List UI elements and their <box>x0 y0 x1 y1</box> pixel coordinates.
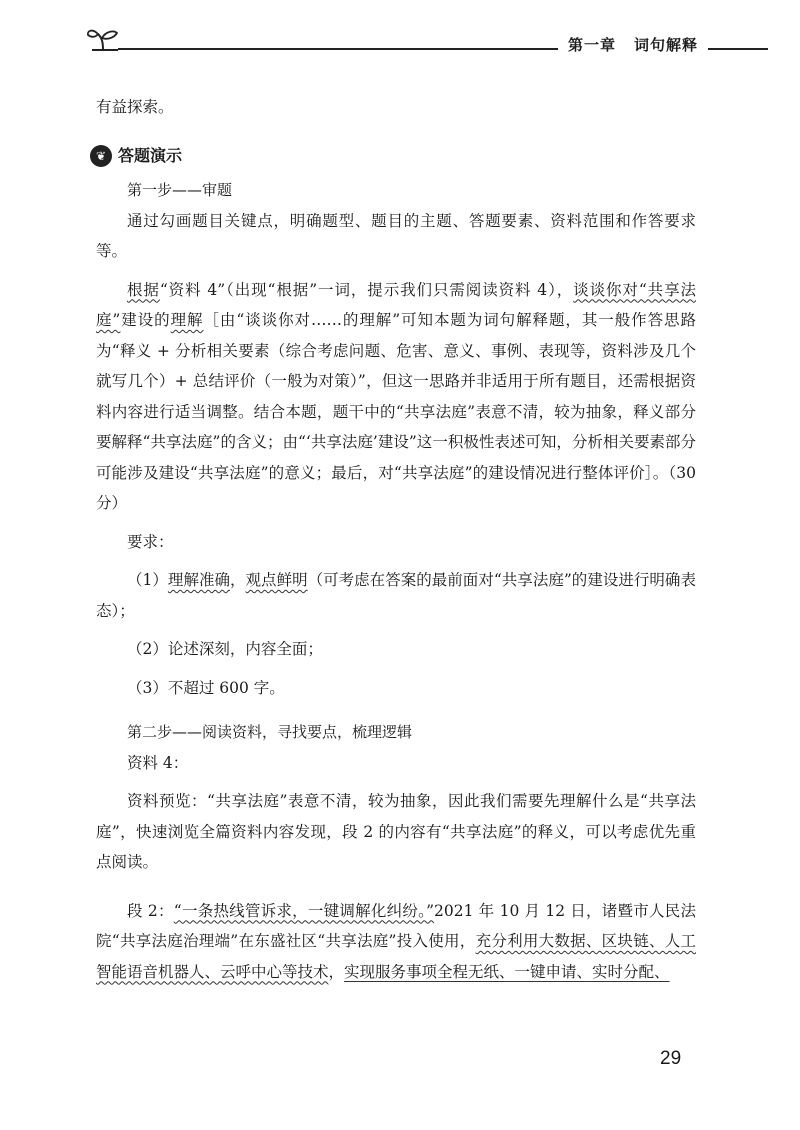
leaf-icon: ❦ <box>90 145 112 167</box>
text-span: 建设的 <box>120 311 171 329</box>
text-span: （1） <box>127 571 168 589</box>
sprout-icon <box>86 26 120 52</box>
text-span: ， <box>328 962 345 981</box>
step1-heading: 第一步——审题 <box>127 181 233 199</box>
section-title: 答题演示 <box>118 145 183 165</box>
material-paragraph-2 <box>96 896 696 988</box>
keyword-tantan: 谈谈你对“共享法庭” <box>96 280 696 329</box>
keyword-genju: 根据 <box>127 280 160 299</box>
page-header <box>78 22 768 62</box>
requirement-2: （2）论述深刻，内容全面； <box>127 640 323 658</box>
page-body <box>96 92 696 987</box>
section-heading <box>90 141 696 172</box>
text-span: ［由“谈谈你对……的理解”可知本题为词句解释题，其一般作答思路为“释义 + 分析相关要素（综合考虑问题、危害、意义、事例、表现等，资料涉及几个就写几个）+ 总结评价（一般为对策）”，但这一思路并非适用于所有题目，还需根据资料内容进行适当调整。结合本题，题干中的“共享法庭”表意不清，较为抽象，释义部分要解释“共享法庭”的含义；由“‘共享法庭’建设”这一积极性表述可知，分析相关要素部分可能涉及建设“共享法庭”的意义；最后，对“共享法庭”的建设情况进行整体评价］。（30 分） <box>96 311 696 512</box>
text-span: “资料 4”（出现“根据”一词，提示我们只需阅读资料 4）， <box>159 280 574 299</box>
tech-underlined: 充分利用大数据、区块链、人工智能语音机器人、云呼中心等技术 <box>96 932 696 981</box>
material-preview: 资料预览：“共享法庭”表意不清，较为抽象，因此我们需要先理解什么是“共享法庭”，快速浏览全篇资料内容发现，段 2 的内容有“共享法庭”的释义，可以考虑优先重点阅读。 <box>96 792 696 871</box>
step1-analysis <box>96 275 696 519</box>
requirement-3: （3）不超过 600 字。 <box>127 678 285 697</box>
text-span: 2021 年 10 月 12 日，诸暨市人民法院“共享法庭治理端”在东盛社区“共享法庭”投入使用， <box>96 901 697 950</box>
text-span: ， <box>230 571 246 589</box>
page-number: 29 <box>660 1048 682 1069</box>
step1-intro: 通过勾画题目关键点，明确题型、题目的主题、答题要素、资料范围和作答要求等。 <box>96 211 696 260</box>
keyword-xianming: 观点鲜明 <box>245 571 308 589</box>
text-span: 段 2： <box>127 901 174 920</box>
keyword-lijie: 理解 <box>170 311 204 329</box>
paragraph-top: 有益探索。 <box>96 98 174 116</box>
text-span: （可考虑在答案的最前面对“共享法庭”的建设进行明确表态）； <box>96 571 696 620</box>
chapter-title <box>558 34 708 55</box>
chapter-section: 词句解释 <box>633 36 698 54</box>
requirement-1 <box>96 565 696 626</box>
requirements-title: 要求： <box>127 532 174 551</box>
keyword-zhunque: 理解准确 <box>167 571 230 589</box>
quote-underlined: “一条热线管诉求，一键调解化纠纷。” <box>173 901 435 920</box>
service-underlined: 实现服务事项全程无纸、一键申请、实时分配、 <box>344 962 670 981</box>
chapter-number: 第一章 <box>567 36 616 54</box>
material-label: 资料 4： <box>127 753 189 772</box>
step2-heading: 第二步——阅读资料，寻找要点，梳理逻辑 <box>127 723 413 741</box>
